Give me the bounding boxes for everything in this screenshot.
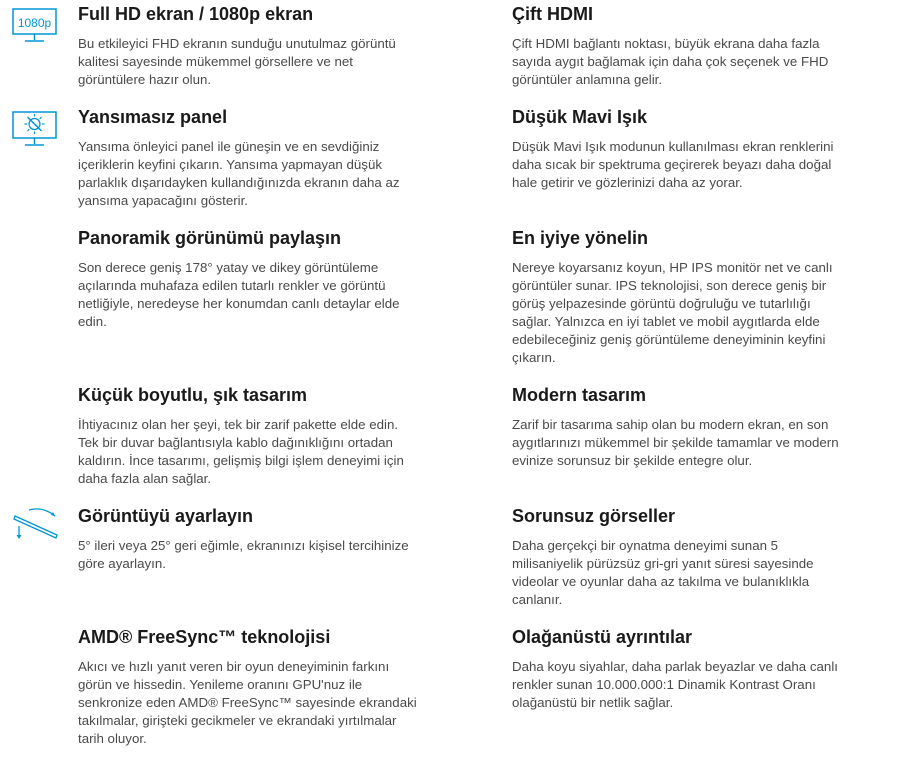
feature-title: Çift HDMI	[512, 4, 593, 24]
feature-title: Full HD ekran / 1080p ekran	[78, 4, 314, 24]
feature-text: Düşük Mavi Işık modunun kullanılması ekran renklerini daha sıcak bir spektruma geçirerek beyazı daha doğal hale getirir ve gözlerinizi daha az yorar.	[512, 139, 834, 190]
feature-title: Sorunsuz görseller	[512, 506, 676, 526]
feature-text: İhtiyacınız olan her şeyi, tek bir zarif pakette elde edin. Tek bir duvar bağlantısıyla kablo dağınıklığını ortadan kaldırın. İnce tasarımı, gelişmiş bilgi işlem deneyimi için daha fazla alan sağlar.	[78, 417, 404, 486]
feature-ips	[512, 228, 852, 367]
feature-full-hd	[78, 4, 418, 89]
feature-dual-hdmi	[512, 4, 852, 89]
feature-freesync	[78, 627, 418, 748]
feature-text: Bu etkileyici FHD ekranın sunduğu unutulmaz görüntü kalitesi sayesinde mükemmel görsellere ve net görüntülere hazır olun.	[78, 36, 396, 87]
1080p-label: 1080p	[17, 16, 52, 30]
1080p-monitor-icon	[12, 8, 58, 44]
anti-glare-monitor-icon	[12, 111, 58, 149]
feature-text: Zarif bir tasarıma sahip olan bu modern ekran, en son aygıtlarınızı mükemmel bir şekilde tamamlar ve modern evinize sorunsuz bir şekilde entegre olur.	[512, 417, 839, 468]
feature-modern-design	[512, 385, 852, 470]
feature-text: Son derece geniş 178° yatay ve dikey görüntüleme açılarında muhafaza edilen tutarlı renkler ve görüntü netliğiyle, neredeyse her konumdan canlı detaylar elde edin.	[78, 260, 400, 329]
feature-anti-glare	[78, 107, 418, 210]
feature-title: Görüntüyü ayarlayın	[78, 506, 254, 526]
feature-title: En iyiye yönelin	[512, 228, 649, 248]
feature-text: Çift HDMI bağlantı noktası, büyük ekrana daha fazla sayıda aygıt bağlamak için daha çok seçenek ve FHD görüntüler anlamına gelir.	[512, 36, 829, 87]
feature-text: Yansıma önleyici panel ile güneşin ve en sevdiğiniz içeriklerin keyfini çıkarın. Yansıma yapmayan düşük parlaklık dışarıdayken kullandığınızda ekranın daha az yansıma yapacağını gösterir.	[78, 139, 400, 208]
feature-low-blue-light	[512, 107, 852, 192]
feature-title: Yansımasız panel	[78, 107, 228, 127]
feature-title: Olağanüstü ayrıntılar	[512, 627, 693, 647]
feature-contrast-details	[512, 627, 852, 712]
feature-text: 5° ileri veya 25° geri eğimle, ekranınızı kişisel tercihinize göre ayarlayın.	[78, 538, 409, 571]
feature-adjust-display	[78, 506, 418, 573]
feature-text: Nereye koyarsanız koyun, HP IPS monitör net ve canlı görüntüler sunar. IPS teknolojisi, son derece geniş bir görüş yelpazesinde görüntü doğruluğu ve tutarlılığı sağlar. Yalnızca en iyi tablet ve mobil aygıtlarda elde edebileceğiniz geniş görüntüleme deneyiminin keyfini çıkarın.	[512, 260, 833, 365]
feature-title: AMD® FreeSync™ teknolojisi	[78, 627, 331, 647]
feature-text: Akıcı ve hızlı yanıt veren bir oyun deneyiminin farkını görün ve hissedin. Yenileme oranını GPU'nuz ile senkronize eden AMD® FreeSync™ sayesinde ekrandaki takılmalar, girişteki gecikmeler ve ekrandaki yırtılmalar tarih oluyor.	[78, 659, 417, 746]
feature-text: Daha gerçekçi bir oynatma deneyimi sunan 5 milisaniyelik pürüzsüz gri-gri yanıt süresi sayesinde videolar ve oyunlar daha az takılma ve bulanıklıkla canlanır.	[512, 538, 814, 607]
feature-title: Küçük boyutlu, şık tasarım	[78, 385, 308, 405]
feature-smooth-visuals	[512, 506, 852, 609]
feature-title: Panoramik görünümü paylaşın	[78, 228, 342, 248]
feature-title: Modern tasarım	[512, 385, 647, 405]
feature-panoramic-view	[78, 228, 418, 331]
feature-text: Daha koyu siyahlar, daha parlak beyazlar ve daha canlı renkler sunan 10.000.000:1 Dinamik Kontrast Oranı olağanüstü bir netlik sağlar.	[512, 659, 838, 710]
feature-title: Düşük Mavi Işık	[512, 107, 648, 127]
tilt-adjust-icon	[11, 504, 59, 540]
feature-compact-design	[78, 385, 418, 488]
